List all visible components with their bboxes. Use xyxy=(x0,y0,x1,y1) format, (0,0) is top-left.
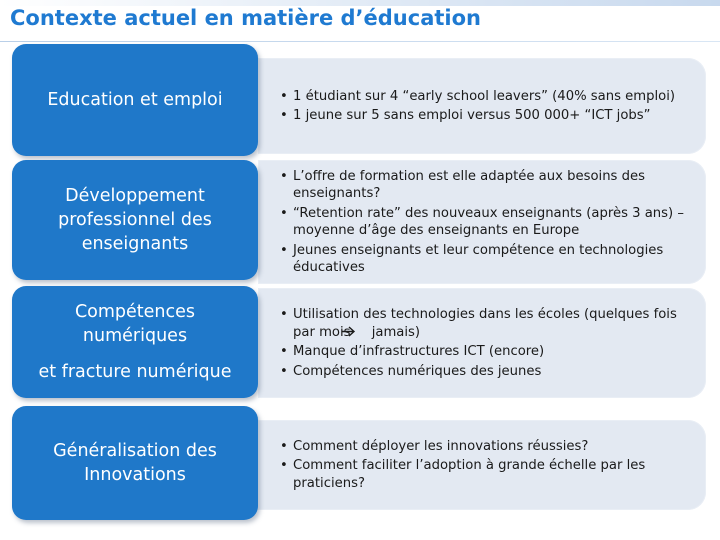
right-arrow-icon xyxy=(355,324,372,342)
bullet-item: • Utilisation des technologies dans les écoles (quelques fois par mois jamais) xyxy=(280,307,677,340)
heading-line: enseignants xyxy=(81,234,189,254)
heading-box xyxy=(12,406,258,520)
bullet-item: • L’offre de formation est elle adaptée aux besoins des enseignants? xyxy=(280,168,645,201)
heading-line: numériques xyxy=(82,326,188,346)
bullet-panel xyxy=(258,58,706,154)
heading-box xyxy=(12,160,258,280)
heading-box xyxy=(12,44,258,156)
heading-line: professionnel des xyxy=(58,210,212,230)
bullet-item: • 1 jeune sur 5 sans emploi versus 500 000+ “ICT jobs” xyxy=(280,108,651,123)
bullet-panel xyxy=(258,160,706,284)
heading-line: Compétences xyxy=(74,302,196,322)
bullet-panel xyxy=(258,288,706,398)
heading-line: Innovations xyxy=(84,465,186,485)
page-title: Contexte actuel en matière d’éducation xyxy=(10,6,481,30)
heading-line: Education et emploi xyxy=(47,90,223,110)
heading-line: et fracture numérique xyxy=(38,362,232,382)
heading-box xyxy=(12,286,258,398)
bullet-item: • Compétences numériques des jeunes xyxy=(280,363,542,379)
title-divider xyxy=(0,41,720,42)
bullet-item: • “Retention rate” des nouveaux enseignants (après 3 ans) – moyenne d’âge des enseignants en Europe xyxy=(280,205,684,238)
bullet-item: • Manque d’infrastructures ICT (encore) xyxy=(280,344,545,359)
heading-line: Développement xyxy=(65,186,205,206)
bullet-item: • Comment faciliter l’adoption à grande échelle par les praticiens? xyxy=(280,458,646,491)
bullet-item: • Jeunes enseignants et leur compétence en technologies éducatives xyxy=(280,242,664,275)
bullet-panel xyxy=(258,420,706,510)
bullet-item: • 1 étudiant sur 4 “early school leavers” (40% sans emploi) xyxy=(280,88,676,104)
heading-line: Généralisation des xyxy=(53,441,217,461)
bullet-item: • Comment déployer les innovations réussies? xyxy=(280,438,589,454)
